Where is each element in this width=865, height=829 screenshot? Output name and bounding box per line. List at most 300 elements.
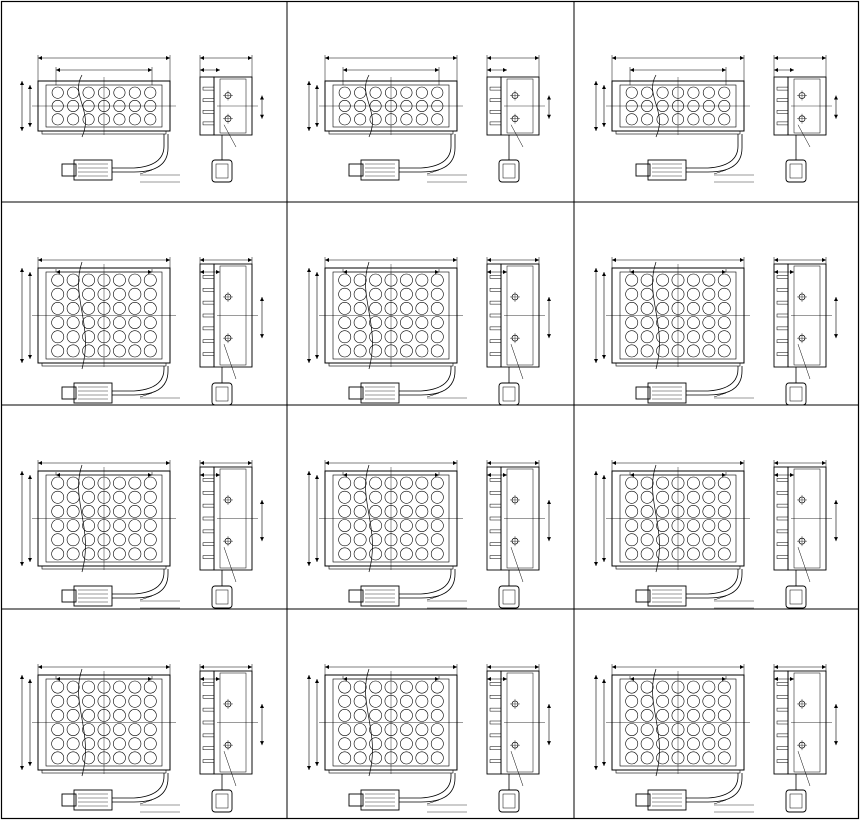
arrowhead [28,355,32,359]
led-lens [52,491,64,503]
heatsink-fin [490,288,501,291]
panel [307,460,551,608]
led-lens [687,505,699,517]
panel [594,664,838,812]
led-lens [431,505,443,517]
led-lens [431,709,443,721]
led-lens [82,302,94,314]
connector-body [74,790,112,810]
led-lens [687,724,699,736]
led-lens [82,752,94,764]
heatsink-fin [203,504,214,507]
led-lens [416,317,428,329]
heatsink-fin [490,747,501,750]
led-lens [703,738,715,750]
side-connector [786,383,806,405]
arrowhead [487,473,491,477]
led-lens [129,534,141,546]
led-lens [641,738,653,750]
heatsink-fin [777,301,788,304]
side-connector-face [216,794,228,808]
heatsink-fin [490,275,501,278]
side-connector-face [790,387,802,401]
led-lens [52,520,64,532]
led-lens [113,505,125,517]
arrowhead [38,56,42,60]
connector-body [648,160,686,180]
arrowhead [612,258,616,262]
led-lens [339,317,351,329]
arrowhead [200,258,204,262]
leader-line [798,547,810,582]
led-lens [641,681,653,693]
side-connector [499,586,519,608]
arrowhead [834,96,838,100]
arrowhead [774,56,778,60]
led-lens [67,345,79,357]
heatsink-fin [490,721,501,724]
heatsink-fin [490,327,501,330]
led-lens [718,534,730,546]
arrowhead [612,56,616,60]
led-lens [400,709,412,721]
led-lens [416,709,428,721]
led-lens [113,345,125,357]
arrowhead [453,665,457,669]
led-lens [416,695,428,707]
led-lens [416,274,428,286]
connector-body [361,790,399,810]
arrowhead [307,268,311,272]
led-lens [354,274,366,286]
arrowhead [487,677,491,681]
led-lens [113,302,125,314]
heatsink-fin [203,708,214,711]
arrowhead [594,268,598,272]
arrowhead [38,258,42,262]
arrowhead [200,677,204,681]
led-lens [67,274,79,286]
led-lens [641,505,653,517]
panel [594,257,838,405]
leader-line [224,547,236,582]
led-lens [129,505,141,517]
heatsink-fin [490,99,501,102]
led-lens [431,345,443,357]
led-lens [52,317,64,329]
led-lens [718,288,730,300]
arrowhead [325,56,329,60]
arrowhead [822,56,826,60]
led-lens [431,288,443,300]
led-lens [82,534,94,546]
arrowhead [166,56,170,60]
led-lens [354,114,365,125]
arrowhead [216,473,220,477]
arrowhead [834,704,838,708]
led-lens [354,752,366,764]
led-lens [416,477,428,489]
led-lens [400,345,412,357]
heatsink [774,77,788,135]
arrowhead [547,115,551,119]
led-lens [626,681,638,693]
led-lens [431,681,443,693]
led-lens [113,520,125,532]
led-lens [339,709,351,721]
led-lens [416,87,427,98]
led-lens [688,114,699,125]
led-lens [67,548,79,560]
led-lens [369,505,381,517]
led-lens [129,345,141,357]
led-lens [432,114,443,125]
led-lens [416,505,428,517]
leader-line [224,751,236,786]
led-lens [657,87,668,98]
led-lens [52,114,63,125]
cable [686,134,742,172]
led-lens [687,738,699,750]
side-connector [212,790,232,812]
heatsink-fin [203,760,214,763]
led-lens [129,274,141,286]
led-lens [641,491,653,503]
led-lens [687,681,699,693]
led-lens [144,681,156,693]
led-lens [144,491,156,503]
side-connector-face [503,590,515,604]
arrowhead [28,679,32,683]
led-lens [67,317,79,329]
arrowhead [38,665,42,669]
led-lens [113,477,125,489]
arrowhead [594,562,598,566]
led-lens [339,738,351,750]
led-lens [339,331,351,343]
arrowhead [535,461,539,465]
led-lens [400,274,412,286]
arrowhead [547,537,551,541]
arrowhead [216,677,220,681]
led-lens [354,477,366,489]
led-lens [431,724,443,736]
led-lens [369,491,381,503]
led-lens [400,331,412,343]
side-connector [212,160,232,182]
led-lens [718,477,730,489]
led-lens [656,681,668,693]
led-lens [703,114,714,125]
led-lens [687,345,699,357]
led-lens [67,695,79,707]
arrowhead [216,68,220,72]
led-lens [416,114,427,125]
heatsink-fin [203,87,214,90]
led-lens [703,345,715,357]
led-lens [703,505,715,517]
led-lens [626,520,638,532]
cable [399,134,451,168]
led-lens [144,302,156,314]
connector-body [648,586,686,606]
heatsink-fin [203,327,214,330]
arrowhead [822,258,826,262]
led-lens [626,288,638,300]
heatsink-fin [777,556,788,559]
led-lens [67,288,79,300]
led-lens [145,87,156,98]
side-connector [786,160,806,182]
led-lens [144,752,156,764]
led-lens [129,477,141,489]
led-lens [82,477,94,489]
led-lens [113,317,125,329]
heatsink-fin [777,504,788,507]
arrowhead [535,56,539,60]
led-lens [339,477,351,489]
led-lens [431,331,443,343]
led-lens [416,520,428,532]
led-lens [626,114,637,125]
led-lens [703,331,715,343]
led-lens [129,752,141,764]
led-lens [113,752,125,764]
side-connector-face [503,387,515,401]
led-lens [626,738,638,750]
led-lens [129,695,141,707]
heatsink-fin [490,314,501,317]
arrowhead [200,461,204,465]
led-lens [703,87,714,98]
led-lens [400,477,412,489]
arrowhead [487,56,491,60]
heatsink-fin [203,122,214,125]
led-lens [416,724,428,736]
led-lens [144,738,156,750]
led-lens [339,505,351,517]
arrowhead [547,96,551,100]
arrowhead [307,359,311,363]
led-lens [339,114,350,125]
led-lens [67,491,79,503]
heatsink-fin [777,517,788,520]
arrowhead [487,665,491,669]
led-lens [687,477,699,489]
led-lens [400,534,412,546]
led-lens [641,114,652,125]
led-lens [144,534,156,546]
led-lens [626,724,638,736]
heatsink-fin [777,708,788,711]
led-lens [52,288,64,300]
heatsink-fin [777,734,788,737]
led-lens [641,709,653,721]
led-lens [432,87,443,98]
led-lens [718,274,730,286]
led-lens [626,477,638,489]
heatsink-fin [490,695,501,698]
led-lens [687,520,699,532]
side-connector [786,790,806,812]
arrowhead [260,704,264,708]
led-lens [703,477,715,489]
led-lens [641,520,653,532]
arrowhead [20,359,24,363]
leader-line [798,125,810,147]
led-lens [82,331,94,343]
arrowhead [260,500,264,504]
heatsink-fin [777,110,788,113]
led-lens [703,709,715,721]
heatsink-fin [203,734,214,737]
led-lens [354,738,366,750]
led-lens [703,548,715,560]
led-lens [113,274,125,286]
led-lens [144,709,156,721]
led-lens [339,548,351,560]
led-lens [703,317,715,329]
heatsink-fin [777,122,788,125]
arrowhead [28,762,32,766]
arrowhead [834,297,838,301]
heatsink-fin [490,556,501,559]
led-lens [656,738,668,750]
cable [112,134,168,172]
arrowhead [166,665,170,669]
led-lens [144,505,156,517]
led-lens [431,548,443,560]
arrowhead [535,665,539,669]
heatsink-fin [490,517,501,520]
led-lens [52,345,64,357]
led-lens [354,87,365,98]
led-lens [641,317,653,329]
led-lens [626,548,638,560]
arrowhead [307,562,311,566]
led-lens [718,302,730,314]
arrowhead [612,665,616,669]
connector-body [74,586,112,606]
led-lens [144,288,156,300]
led-lens [144,548,156,560]
led-lens [416,738,428,750]
arrowhead [148,68,152,72]
arrowhead [602,679,606,683]
arrowhead [503,270,507,274]
heatsink-fin [490,110,501,113]
arrowhead [602,475,606,479]
heatsink-fin [203,478,214,481]
arrowhead [602,272,606,276]
arrowhead [602,762,606,766]
arrowhead [28,85,32,89]
led-lens [339,87,350,98]
heatsink-fin [490,543,501,546]
arrowhead [822,665,826,669]
led-lens [656,534,668,546]
led-lens [400,317,412,329]
led-lens [52,87,63,98]
arrowhead [20,471,24,475]
heatsink-fin [490,530,501,533]
led-lens [129,738,141,750]
led-lens [416,548,428,560]
leader-line [798,751,810,786]
led-lens [687,709,699,721]
heatsink-fin [777,314,788,317]
led-lens [687,534,699,546]
led-lens [82,345,94,357]
arrowhead [602,558,606,562]
led-lens [641,345,653,357]
led-lens [354,345,366,357]
arrowhead [28,123,32,127]
led-lens [718,520,730,532]
arrowhead [315,762,319,766]
led-lens [703,274,715,286]
led-lens [129,288,141,300]
arrowhead [435,68,439,72]
led-lens [354,331,366,343]
arrowhead [487,461,491,465]
led-lens [719,114,730,125]
led-lens [113,709,125,721]
led-lens [67,520,79,532]
arrowhead [774,677,778,681]
led-lens [626,709,638,721]
led-lens [656,709,668,721]
led-lens [369,477,381,489]
leader-line [511,547,523,582]
led-lens [82,548,94,560]
led-lens [52,548,64,560]
side-connector [786,586,806,608]
heatsink-fin [777,543,788,546]
heatsink-fin [203,99,214,102]
led-lens [718,681,730,693]
led-lens [339,345,351,357]
led-lens [339,695,351,707]
led-lens [369,681,381,693]
led-lens [67,477,79,489]
led-lens [354,695,366,707]
cable [399,569,451,594]
led-lens [354,709,366,721]
led-lens [641,752,653,764]
led-lens [641,302,653,314]
led-lens [400,288,412,300]
led-lens [354,302,366,314]
cable [399,366,451,391]
led-lens [354,548,366,560]
led-lens [656,477,668,489]
led-lens [52,724,64,736]
led-lens [113,695,125,707]
arrowhead [248,461,252,465]
heatsink-fin [203,721,214,724]
arrowhead [166,461,170,465]
heatsink-fin [490,682,501,685]
led-lens [369,695,381,707]
arrowhead [774,258,778,262]
led-lens [626,695,638,707]
led-lens [656,302,668,314]
led-lens [431,752,443,764]
panel [20,460,264,608]
led-lens [400,520,412,532]
arrowhead [602,355,606,359]
